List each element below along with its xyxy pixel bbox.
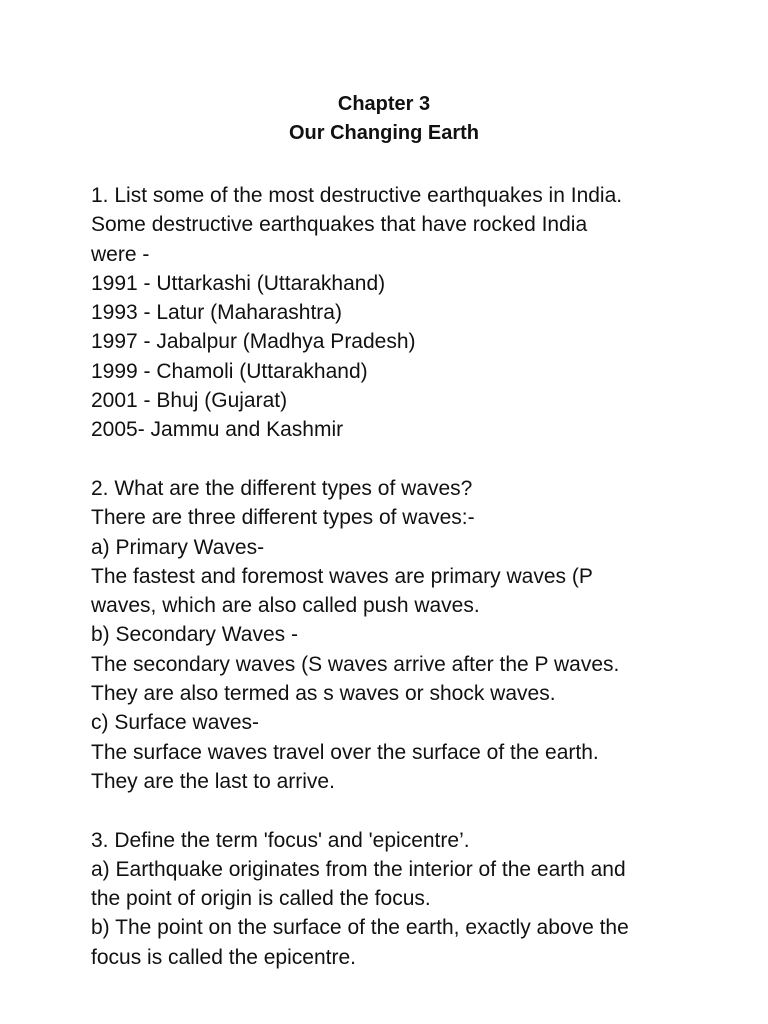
- wave-type-text: waves, which are also called push waves.: [91, 594, 480, 618]
- wave-type-label: a) Primary Waves-: [91, 535, 265, 559]
- wave-type-text: The secondary waves (S waves arrive after the P waves.: [91, 652, 620, 676]
- earthquake-list-item: 2001 - Bhuj (Gujarat): [91, 389, 288, 413]
- earthquake-list-item: 2005- Jammu and Kashmir: [91, 418, 344, 442]
- question-2: 2. What are the different types of waves?: [91, 476, 473, 500]
- earthquake-list-item: 1991 - Uttarkashi (Uttarakhand): [91, 271, 386, 295]
- answer-1-intro-line: Some destructive earthquakes that have rocked India: [91, 213, 588, 237]
- answer-2-intro: There are three different types of waves:-: [91, 506, 475, 530]
- chapter-heading: [0, 90, 768, 148]
- question-3: 3. Define the term 'focus' and 'epicentre’.: [91, 828, 470, 852]
- chapter-title: Our Changing Earth: [289, 122, 479, 144]
- earthquake-list-item: 1997 - Jabalpur (Madhya Pradesh): [91, 330, 416, 354]
- wave-type-label: b) Secondary Waves -: [91, 623, 298, 647]
- chapter-number: Chapter 3: [337, 93, 431, 115]
- wave-type-text: The fastest and foremost waves are primary waves (P: [91, 564, 593, 588]
- definition-text: the point of origin is called the focus.: [91, 887, 431, 911]
- definition-text: b) The point on the surface of the earth, exactly above the: [91, 916, 629, 940]
- definition-text: a) Earthquake originates from the interior of the earth and: [91, 857, 626, 881]
- question-1-section: [91, 181, 691, 445]
- wave-type-text: They are the last to arrive.: [91, 769, 335, 793]
- definition-text: focus is called the epicentre.: [91, 945, 356, 969]
- earthquake-list-item: 1993 - Latur (Maharashtra): [91, 301, 342, 325]
- document-body: [91, 181, 691, 972]
- answer-1-intro-line: were -: [91, 242, 150, 266]
- section-gap: [91, 445, 691, 474]
- question-2-section: [91, 474, 691, 796]
- question-3-section: [91, 826, 691, 972]
- wave-type-text: The surface waves travel over the surface of the earth.: [91, 740, 599, 764]
- section-gap: [91, 796, 691, 825]
- earthquake-list-item: 1999 - Chamoli (Uttarakhand): [91, 359, 368, 383]
- wave-type-label: c) Surface waves-: [91, 711, 260, 735]
- wave-type-text: They are also termed as s waves or shock waves.: [91, 682, 556, 706]
- question-1: 1. List some of the most destructive earthquakes in India.: [91, 184, 623, 207]
